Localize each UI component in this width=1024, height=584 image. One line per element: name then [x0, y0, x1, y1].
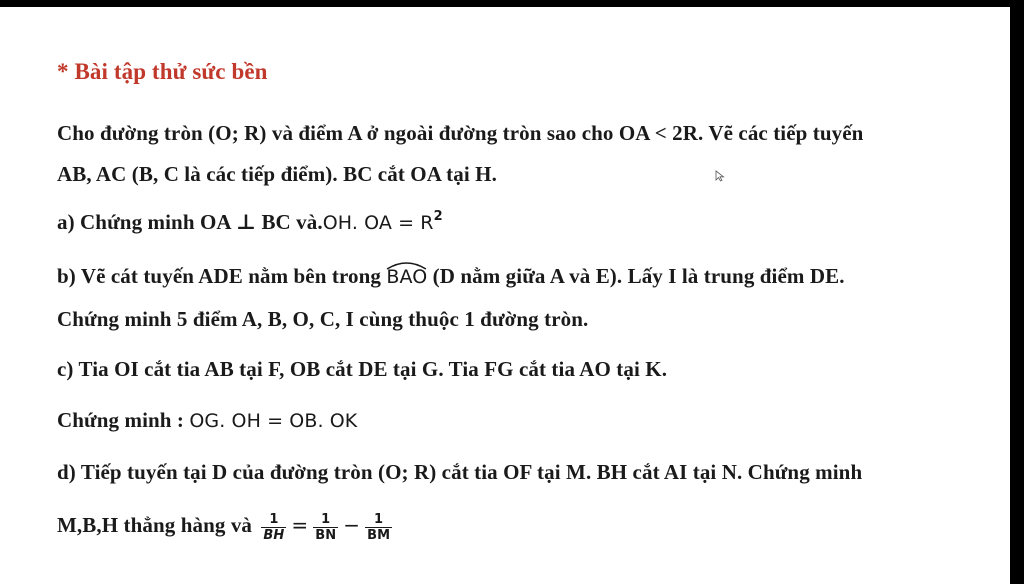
- part-c-line-1: c) Tia OI cắt tia AB tại F, OB cắt DE tại G. Tia FG cắt tia AO tại K.: [57, 357, 668, 381]
- part-d-text: M,B,H thẳng hàng và: [57, 513, 253, 537]
- part-d-line-2: [57, 507, 396, 543]
- part-a-var: R: [420, 212, 434, 234]
- part-a: [57, 209, 443, 235]
- minus-sign: −: [343, 513, 361, 537]
- fraction-1-bn: [313, 512, 338, 543]
- frac2-num: 1: [321, 511, 331, 527]
- equals-sign: =: [291, 513, 309, 537]
- part-d-line-1: d) Tiếp tuyến tại D của đường tròn (O; R) cắt tia OF tại M. BH cắt AI tại N. Chứng minh: [57, 460, 863, 484]
- part-a-text: a) Chứng minh OA ⊥ BC và.: [57, 210, 323, 234]
- fraction-1-bm: [365, 512, 392, 543]
- exercise-title: * Bài tập thử sức bền: [57, 59, 268, 84]
- part-c-line-2: [57, 408, 357, 433]
- part-a-exponent: 2: [433, 209, 443, 224]
- frac2-den: BN: [315, 527, 337, 543]
- frac3-den: BM: [367, 527, 391, 543]
- frac3-num: 1: [374, 511, 384, 527]
- mouse-pointer-icon: [715, 170, 725, 182]
- angle-arc: [386, 266, 427, 288]
- frac1-num: 1: [269, 511, 279, 527]
- fraction-1-bh: [261, 512, 286, 543]
- part-c-math: OG. OH = OB. OK: [189, 410, 358, 432]
- intro-line-1: Cho đường tròn (O; R) và điểm A ở ngoài đường tròn sao cho OA < 2R. Vẽ các tiếp tuyến: [57, 121, 864, 145]
- part-b-text-before: b) Vẽ cát tuyến ADE nằm bên trong: [57, 264, 387, 288]
- part-b-line-2: Chứng minh 5 điểm A, B, O, C, I cùng thuộc 1 đường tròn.: [57, 307, 589, 331]
- intro-line-2: AB, AC (B, C là các tiếp điểm). BC cắt OA tại H.: [57, 162, 497, 186]
- part-c-text: Chứng minh :: [57, 408, 190, 432]
- frac1-den: BH: [263, 527, 285, 543]
- part-b-text-after: (D nằm giữa A và E). Lấy I là trung điểm DE.: [427, 264, 845, 288]
- part-b-line-1: [57, 264, 845, 289]
- document-page: [0, 7, 1010, 584]
- arc-icon: [386, 260, 427, 270]
- part-a-math: OH. OA =: [322, 212, 421, 234]
- arc-label: BAO: [386, 266, 428, 288]
